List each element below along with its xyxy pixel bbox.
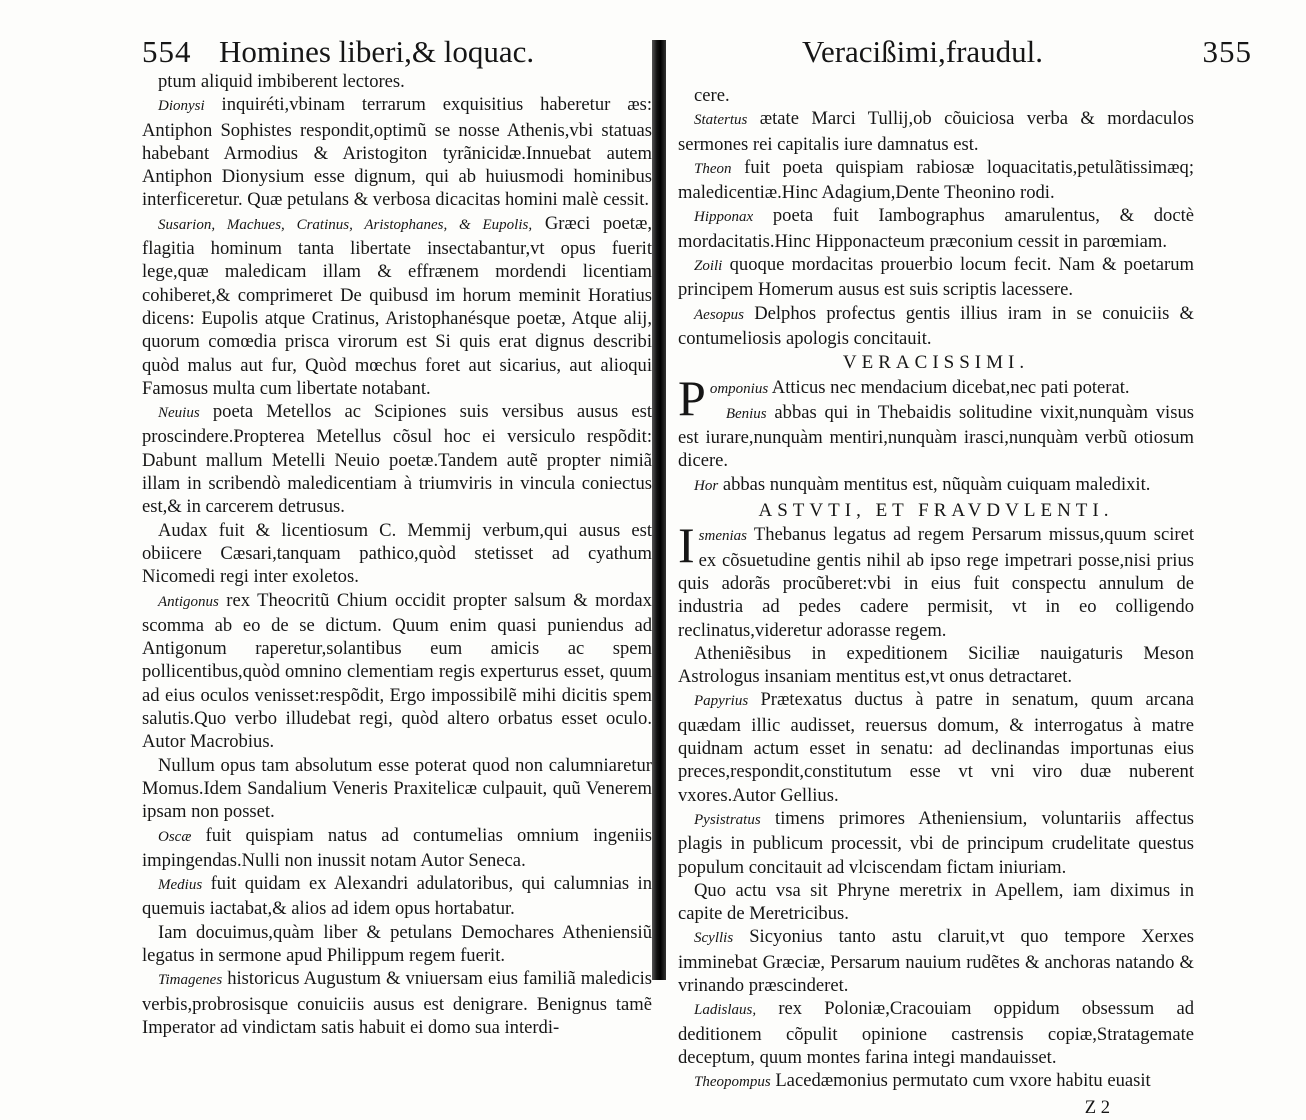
paragraph — [142, 70, 652, 93]
paragraph — [678, 204, 1194, 253]
paragraph-text: Iam docuimus,quàm liber & petulans Demochares Atheniensiũ legatus in sermone apud Philippum regem fuerit. — [142, 921, 652, 966]
paragraph-label: smenias — [698, 528, 747, 545]
signature-mark: Z 2 — [1084, 1097, 1110, 1119]
paragraph — [678, 688, 1194, 806]
paragraph — [678, 473, 1194, 498]
paragraph-text: fuit poeta quispiam rabiosæ loquacitatis,petulãtissimæq; maledicentiæ.Hinc Adagium,Dente Theonino rodi. — [678, 156, 1194, 204]
drop-cap: P — [678, 369, 706, 426]
left-page — [0, 0, 658, 1038]
paragraph-label: Papyrius — [694, 693, 749, 710]
paragraph-label: Theopompus — [694, 1074, 771, 1091]
paragraph-text: Lacedæmonius permutato cum vxore habitu euasit — [775, 1070, 1151, 1092]
paragraph — [678, 156, 1194, 205]
paragraph — [678, 879, 1194, 926]
section-astuti-paragraphs — [678, 642, 1194, 1095]
paragraph-text: inquiréti,vbinam terrarum exquisitius haberetur æs: Antiphon Sophistes respondit,optimũ se nosse Athenis,vbi statuas habebant Armodius & Aristogiton tyrãnicidæ.Innuebat autem Antiphon Dionysium esse dignum, qui ab huiusmodi hominibus interficeretur. Quæ petulans & verbosa dicacitas homini malè cessit. — [142, 94, 652, 211]
paragraph-label: Statertus — [694, 112, 748, 129]
right-page-header — [802, 34, 1252, 70]
paragraph-label: omponius — [709, 380, 769, 397]
paragraph-label: Oscæ — [158, 828, 192, 845]
paragraph-text: ætate Marci Tullij,ob cõuiciosa verba & mordaculos sermones rei capitalis iure damnatus est. — [678, 108, 1194, 155]
paragraph-text: fuit quispiam natus ad contumelias omnium ingeniis impingendas.Nulli non inussit notam Autor Seneca. — [142, 824, 652, 871]
section-first-paragraph — [678, 517, 1194, 641]
right-page-body — [678, 84, 1194, 1120]
paragraph — [142, 967, 652, 1039]
paragraph-text: Atheniẽsibus in expeditionem Siciliæ nauigaturis Meson Astrologus insaniam mentitus est,vt onus detractaret. — [678, 642, 1194, 688]
paragraph-text: Græci poetæ, flagitia hominum tanta libertate insectabantur,vt opus fuerit lege,quæ maledicam illam & effrænem mordendi licentiam cohiberet,& comprimeret De quibusd im horum meminit Horatius dicens: Eupolis atque Cratinus, Aristophanésque poetæ, Atque alij, quorum comœdia prisca virorum est Si quis erat dignus describi quòd malus aut fur, Quòd mœchus foret aut sicarius, aut alioqui Famosus multa cum libertate notabant. — [142, 212, 653, 399]
paragraph — [678, 642, 1194, 689]
paragraph — [142, 754, 652, 824]
paragraph-label: Neuius — [158, 405, 200, 422]
paragraph-label: Benius — [725, 405, 767, 422]
drop-cap: I — [678, 517, 695, 574]
paragraph-text: Prætexatus ductus à patre in senatum, quum arcana quædam illic audisset, reuersus domum, & interrogatus à matre quidnam actum esset in senatu: ad declinandas importunas eius preces,respondit,constitutum esse vt vni viro duæ nuberent vxores.Autor Gellius. — [678, 689, 1194, 806]
paragraph — [142, 519, 652, 589]
paragraph-text: abbas qui in Thebaidis solitudine vixit,nunquàm visus est iurare,nunquàm mentiri,nunquàm irasci,nunquàm verbũ otiosum dicere. — [678, 401, 1194, 472]
left-page-number: 554 — [142, 34, 192, 69]
paragraph-text: quoque mordacitas prouerbio locum fecit. Nam & poetarum principem Homerum ausus est suis scriptis lacessere. — [678, 254, 1194, 301]
paragraph — [142, 400, 652, 518]
paragraph — [142, 824, 652, 873]
paragraph — [142, 212, 652, 400]
paragraph — [142, 921, 652, 968]
paragraph-label: Antigonus — [158, 593, 219, 610]
left-running-head: Homines liberi,& loquac. — [219, 34, 535, 69]
paragraph — [142, 93, 652, 211]
right-running-head: Veracißimi,fraudul. — [802, 34, 1044, 69]
paragraph-label: Theon — [694, 160, 732, 177]
paragraph-text: Thebanus legatus ad regem Persarum missus,quum sciret ex cõsuetudine gentis nihil ab ipso rege impetrari posse,nisi prius quis adorãs procũberet:vbi in eius fuit conspectu annulum de industria ad pedes cadere permisit, vt in eo colligendo reclinatus,videretur adorasse regem. — [678, 524, 1194, 641]
paragraph — [678, 302, 1194, 351]
paragraph — [678, 84, 1194, 107]
right-intro-paragraphs — [678, 84, 1194, 350]
paragraph-text: Quo actu vsa sit Phryne meretrix in Apellem, iam diximus in capite de Meretricibus. — [678, 879, 1194, 925]
paragraph-text: fuit quidam ex Alexandri adulatoribus, qui calumnias in quemuis iactabat,& alios ad idem opus hortabatur. — [142, 873, 652, 920]
paragraph — [678, 997, 1194, 1069]
paragraph — [678, 107, 1194, 156]
paragraph — [142, 589, 652, 754]
paragraph-text: Sicyonius tanto astu claruit,vt quo tempore Xerxes imminebat Græciæ, Persarum nauium rudẽtes & anchoras natando & vrinando præscinderet. — [678, 926, 1194, 996]
paragraph-text: poeta Metellos ac Scipiones suis versibus ausus est proscindere.Propterea Metellus cõsul hoc ei versiculo respõdit: Dabunt mallum Metelli Neuio poetæ.Tandem autẽ propter nimiã illam in scribendò maledicentiam à triumviris in vincula coniectus est,& in carcerem detrusus. — [142, 401, 652, 518]
paragraph-label: Hor — [694, 477, 719, 494]
paragraph-label: Ladislaus, — [694, 1002, 757, 1019]
paragraph-label: Timagenes — [158, 972, 223, 989]
paragraph-label: Dionysi — [158, 98, 205, 115]
paragraph-label: Pysistratus — [694, 811, 761, 828]
paragraph-text: Nullum opus tam absolutum esse poterat quod non calumniaretur Momus.Idem Sandalium Veneris Praxitelicæ culpauit, quũ Venerem ipsam non posset. — [142, 754, 652, 823]
paragraph-text: ptum aliquid imbiberent lectores. — [158, 71, 405, 92]
left-page-body — [142, 70, 652, 1039]
paragraph-label: Aesopus — [694, 306, 744, 323]
paragraph — [678, 807, 1194, 879]
paragraph-text: historicus Augustum & vniuersam eius familiã maledicis verbis,probrosisque conuiciis ausus est denigrare. Benignus tamẽ Imperator ad vindictam satis habuit ei domo sua interdi- — [142, 968, 652, 1038]
paragraph-text: Atticus nec mendacium dicebat,nec pati poterat. — [771, 376, 1130, 398]
paragraph-label: Zoili — [694, 258, 723, 275]
paragraph-text: abbas nunquàm mentitus est, nũquàm cuiquam maledixit. — [722, 473, 1151, 495]
paragraph-text: Delphos profectus gentis illius iram in se conuiciis & contumeliosis apologis concitauit. — [678, 302, 1194, 349]
right-page — [668, 0, 1306, 1119]
section-heading-astuti: ASTVTI, ET FRAVDVLENTI. — [758, 500, 1114, 522]
paragraph-label: Susarion, Machues, Cratinus, Aristophanes, & Eupolis, — [158, 216, 533, 233]
paragraph-text: cere. — [694, 85, 730, 106]
paragraph-label: Hipponax — [694, 209, 754, 226]
paragraph-text: Audax fuit & licentiosum C. Memmij verbum,qui ausus est obiicere Cæsari,tanquam pathico,quòd stetisset ad cyathum Nicomedi regi inter exoletos. — [142, 519, 652, 588]
paragraph — [142, 872, 652, 921]
paragraph-text: rex Theocritũ Chium occidit propter salsum & mordax scomma ab eo de se dictum. Quum enim quasi puniendus ad Antigonum raperetur,solantibus eum amicis ac spem pollicentibus,quòd omnino clementiam regis experturus esset, quum ad eius oculos venisset:respõdit, Ergo impossibilẽ mihi dicitis spem salutis.Quo verbo illudebat regi, quòd altero orbatus esset oculo. Autor Macrobius. — [142, 589, 652, 753]
paragraph — [678, 401, 1194, 473]
paragraph — [678, 1069, 1194, 1094]
paragraph — [678, 925, 1194, 997]
right-page-number: 355 — [1202, 34, 1252, 69]
paragraph — [678, 253, 1194, 302]
paragraph-text: timens primores Atheniensium, voluntariis affectus plagis in publicum processit, vbi de principum crudelitate questus populum concitauit ad vlciscendam fictam iniuriam. — [678, 807, 1195, 878]
section-heading-veracissimi: VERACISSIMI. — [842, 352, 1030, 374]
paragraph-text: rex Poloniæ,Cracouiam oppidum obsessum ad deditionem cõpulit opinione castrensis copiæ,Stratagemate deceptum, quum montes farina integi mandauisset. — [678, 998, 1194, 1068]
paragraph-label: Scyllis — [694, 930, 734, 947]
paragraph-text: poeta fuit Iambographus amarulentus, & doctè mordacitatis.Hinc Hipponacteum præconium cessit in parœmiam. — [678, 205, 1194, 252]
section-veracissimi-paragraphs — [678, 401, 1194, 498]
paragraph-label: Medius — [158, 877, 203, 894]
left-page-header — [142, 34, 534, 70]
